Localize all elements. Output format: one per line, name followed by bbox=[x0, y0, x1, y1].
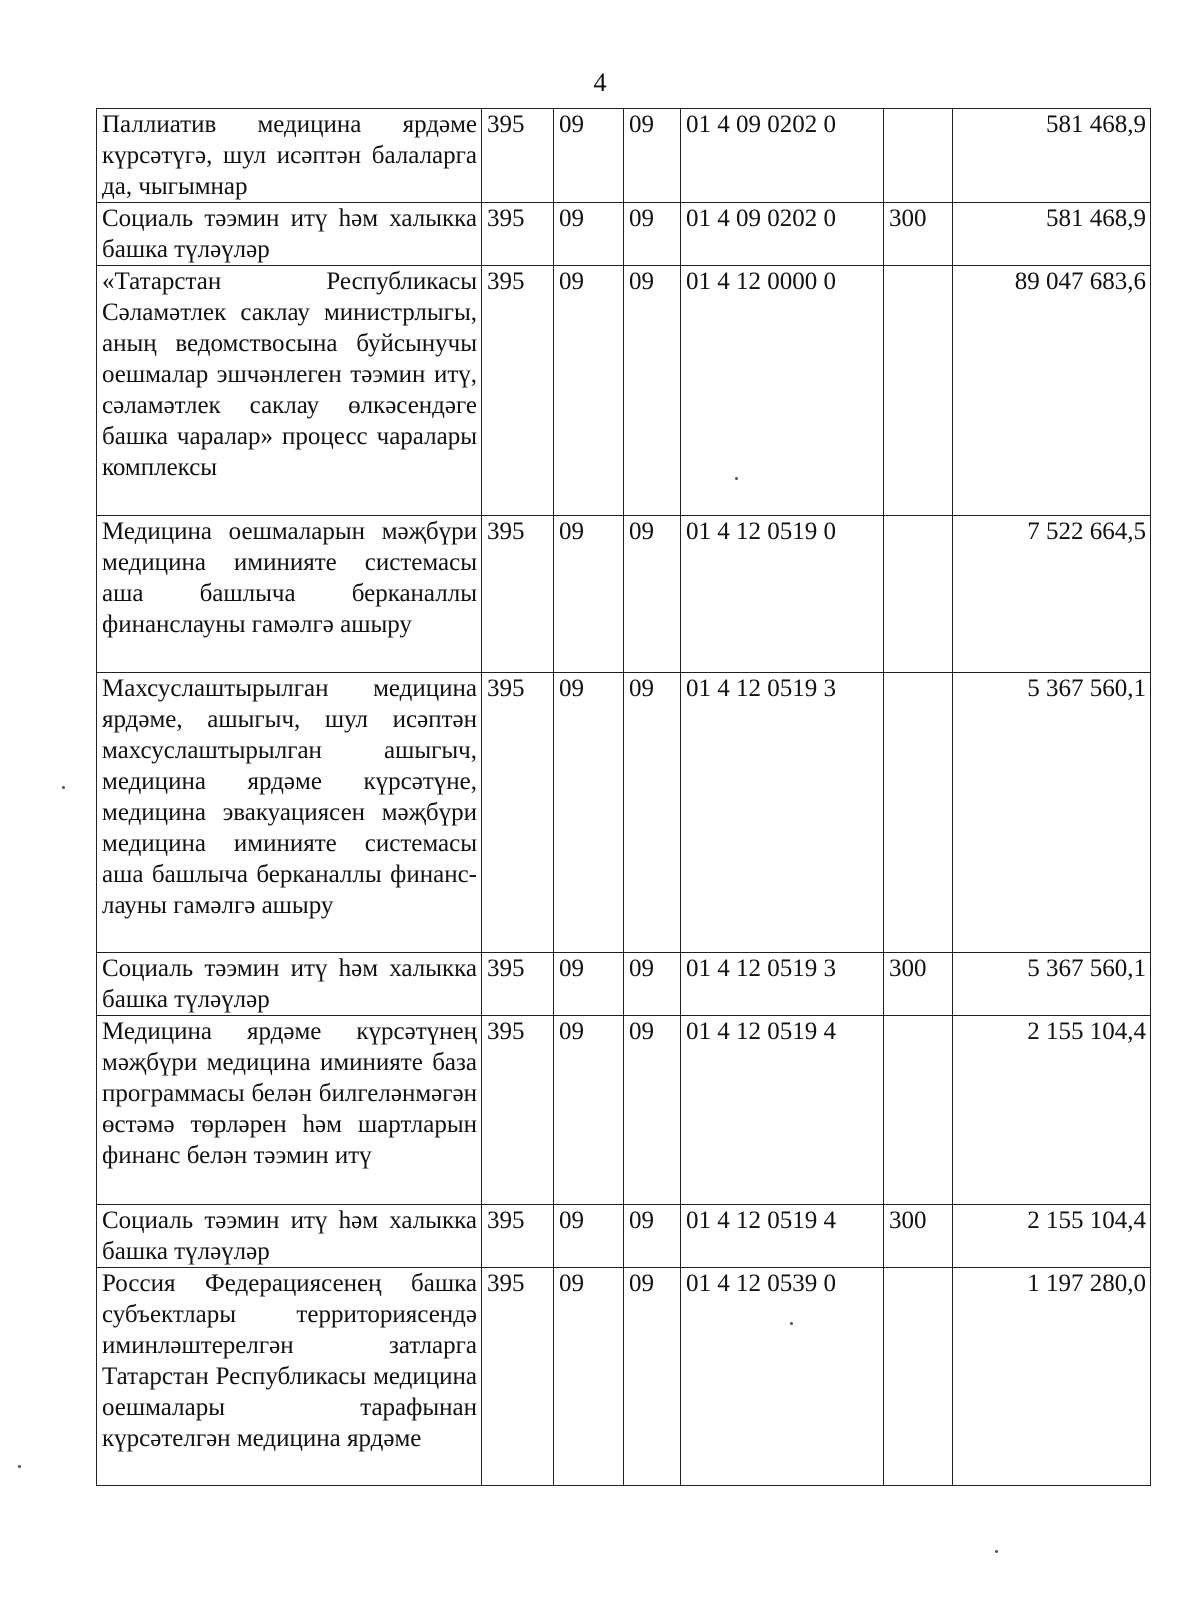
subsection-code-cell: 09 bbox=[624, 516, 681, 673]
scan-speck bbox=[790, 1322, 793, 1325]
amount-cell: 7 522 664,5 bbox=[953, 516, 1151, 673]
target-article-cell: 01 4 09 0202 0 bbox=[681, 109, 884, 203]
amount-cell: 5 367 560,1 bbox=[953, 953, 1151, 1016]
ministry-code-cell: 395 bbox=[482, 953, 554, 1016]
section-code-cell: 09 bbox=[554, 1268, 624, 1486]
expense-name-cell: Паллиатив медицина ярдәме күрсәтүгә, шул исәптән балаларга да, чыгымнар bbox=[97, 109, 482, 203]
table-row bbox=[97, 266, 1151, 516]
expense-type-cell bbox=[884, 673, 953, 953]
ministry-code-cell: 395 bbox=[482, 1205, 554, 1268]
subsection-code-cell: 09 bbox=[624, 1268, 681, 1486]
subsection-code-cell: 09 bbox=[624, 1016, 681, 1205]
table-row bbox=[97, 516, 1151, 673]
amount-cell: 2 155 104,4 bbox=[953, 1205, 1151, 1268]
expense-name-cell: Медицина оешмаларын мәҗбүри медицина иминияте системасы аша башлыча берканаллы финанслауны гамәлгә ашыру bbox=[97, 516, 482, 673]
expense-type-cell: 300 bbox=[884, 1205, 953, 1268]
scan-speck bbox=[735, 477, 738, 480]
target-article-cell: 01 4 12 0000 0 bbox=[681, 266, 884, 516]
ministry-code-cell: 395 bbox=[482, 516, 554, 673]
amount-cell: 5 367 560,1 bbox=[953, 673, 1151, 953]
expense-type-cell: 300 bbox=[884, 953, 953, 1016]
target-article-cell: 01 4 12 0539 0 bbox=[681, 1268, 884, 1486]
target-article-cell: 01 4 12 0519 4 bbox=[681, 1016, 884, 1205]
ministry-code-cell: 395 bbox=[482, 1016, 554, 1205]
subsection-code-cell: 09 bbox=[624, 1205, 681, 1268]
amount-cell: 1 197 280,0 bbox=[953, 1268, 1151, 1486]
expense-name-cell: Россия Федерациясенең башка субъектлары территориясендә иминләштерелгән затларга Татарстан Республикасы медицина оешмалары тарафынан күрсәтелгән медицина ярдәме bbox=[97, 1268, 482, 1486]
table-row bbox=[97, 203, 1151, 266]
expense-type-cell bbox=[884, 516, 953, 673]
page-number: 4 bbox=[593, 68, 607, 97]
scan-speck bbox=[18, 1465, 21, 1468]
expense-name-cell: Махсуслаштырылган медицина ярдәме, ашыгыч, шул исәптән махсуслаштырылган ашыгыч, медицина ярдәме күрсәтүне, медицина эвакуациясен мәҗбүри медицина иминияте системасы аша башлыча берканаллы финанслауны гамәлгә ашыру bbox=[97, 673, 482, 953]
section-code-cell: 09 bbox=[554, 953, 624, 1016]
expense-type-cell bbox=[884, 266, 953, 516]
subsection-code-cell: 09 bbox=[624, 109, 681, 203]
table-row bbox=[97, 1268, 1151, 1486]
subsection-code-cell: 09 bbox=[624, 673, 681, 953]
expense-type-cell bbox=[884, 109, 953, 203]
target-article-cell: 01 4 12 0519 0 bbox=[681, 516, 884, 673]
section-code-cell: 09 bbox=[554, 203, 624, 266]
section-code-cell: 09 bbox=[554, 516, 624, 673]
table-row bbox=[97, 109, 1151, 203]
section-code-cell: 09 bbox=[554, 109, 624, 203]
ministry-code-cell: 395 bbox=[482, 1268, 554, 1486]
section-code-cell: 09 bbox=[554, 1016, 624, 1205]
expense-name-cell: Социаль тәэмин итү һәм халыкка башка түләүләр bbox=[97, 953, 482, 1016]
ministry-code-cell: 395 bbox=[482, 203, 554, 266]
section-code-cell: 09 bbox=[554, 1205, 624, 1268]
scan-speck bbox=[62, 786, 65, 789]
target-article-cell: 01 4 12 0519 4 bbox=[681, 1205, 884, 1268]
subsection-code-cell: 09 bbox=[624, 266, 681, 516]
ministry-code-cell: 395 bbox=[482, 266, 554, 516]
table-row bbox=[97, 673, 1151, 953]
amount-cell: 2 155 104,4 bbox=[953, 1016, 1151, 1205]
table-row bbox=[97, 953, 1151, 1016]
subsection-code-cell: 09 bbox=[624, 203, 681, 266]
expense-type-cell: 300 bbox=[884, 203, 953, 266]
target-article-cell: 01 4 09 0202 0 bbox=[681, 203, 884, 266]
expense-name-cell: «Татарстан Республикасы Сәламәтлек саклау министрлыгы, аның ведомствосына буйсынучы оешмалар эшчәнлеген тәэмин итү, сәламәтлек саклау өлкәсендәге башка чаралар» процесс чаралары комплексы bbox=[97, 266, 482, 516]
expense-type-cell bbox=[884, 1268, 953, 1486]
ministry-code-cell: 395 bbox=[482, 109, 554, 203]
ministry-code-cell: 395 bbox=[482, 673, 554, 953]
budget-table bbox=[96, 108, 1151, 1486]
subsection-code-cell: 09 bbox=[624, 953, 681, 1016]
expense-name-cell: Медицина ярдәме күрсәтүнең мәҗбүри медицина иминияте база программасы белән билгеләнмәгән өстәмә төрләрен һәм шартларын финанс белән тәэмин итү bbox=[97, 1016, 482, 1205]
amount-cell: 89 047 683,6 bbox=[953, 266, 1151, 516]
table-row bbox=[97, 1205, 1151, 1268]
expense-type-cell bbox=[884, 1016, 953, 1205]
section-code-cell: 09 bbox=[554, 673, 624, 953]
scan-speck bbox=[995, 1550, 998, 1553]
target-article-cell: 01 4 12 0519 3 bbox=[681, 673, 884, 953]
table-row bbox=[97, 1016, 1151, 1205]
amount-cell: 581 468,9 bbox=[953, 203, 1151, 266]
amount-cell: 581 468,9 bbox=[953, 109, 1151, 203]
target-article-cell: 01 4 12 0519 3 bbox=[681, 953, 884, 1016]
expense-name-cell: Социаль тәэмин итү һәм халыкка башка түләүләр bbox=[97, 1205, 482, 1268]
expense-name-cell: Социаль тәэмин итү һәм халыкка башка түләүләр bbox=[97, 203, 482, 266]
section-code-cell: 09 bbox=[554, 266, 624, 516]
